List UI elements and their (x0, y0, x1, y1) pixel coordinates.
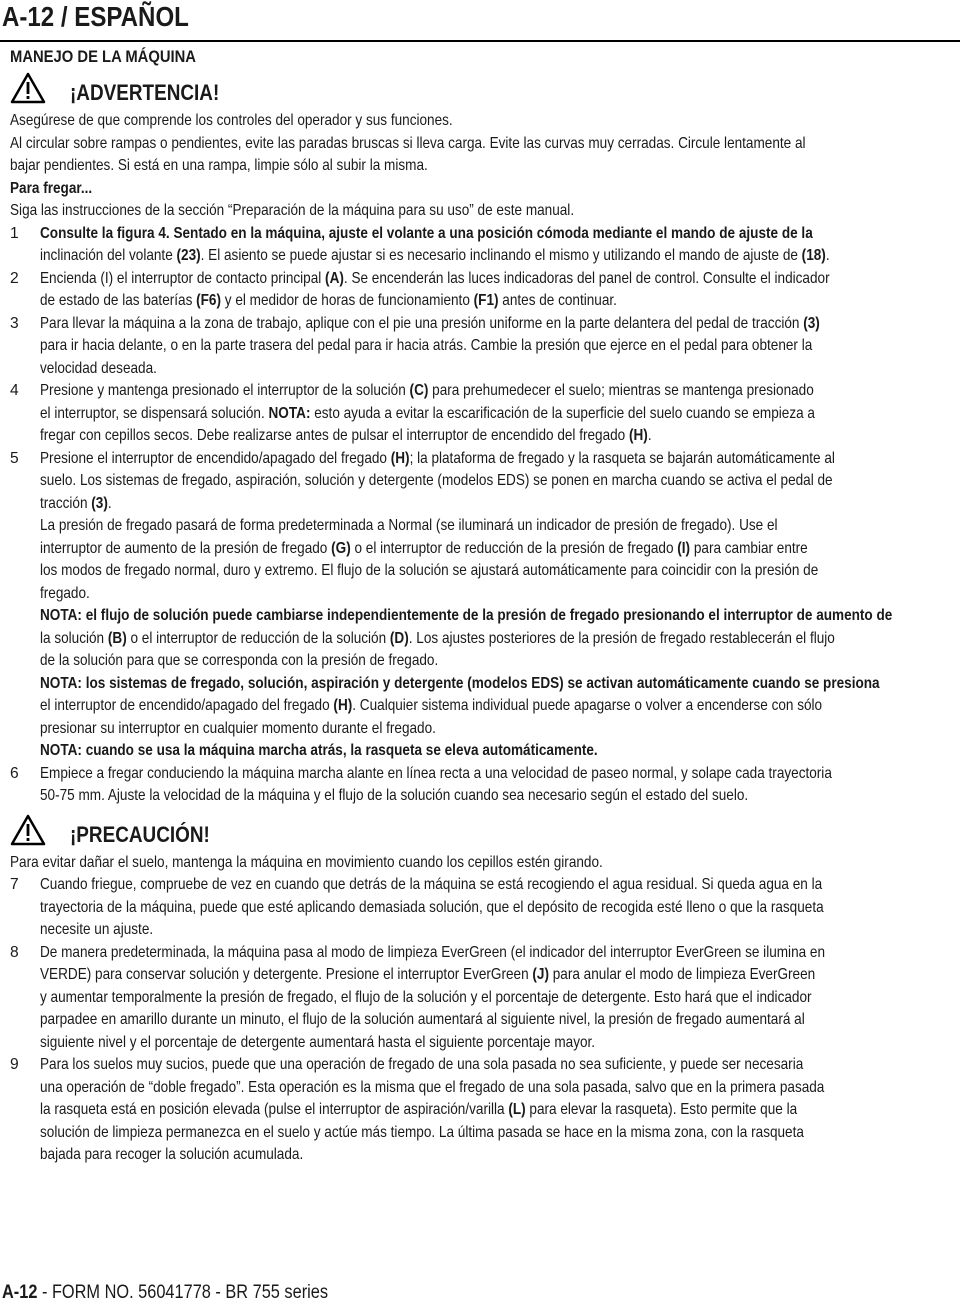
text-segment: de la solución para que se corresponda con la presión de fregado. (40, 652, 439, 669)
text-line (40, 380, 832, 403)
text-segment: fregar con cepillos secos. Debe realizarse antes de pulsar el interruptor de encendido del fregado (40, 427, 629, 444)
text-line (40, 560, 832, 583)
caution-label: ¡PRECAUCIÓN! (70, 821, 210, 847)
bold-reference: cuando se usa la máquina marcha atrás, la rasqueta se eleva automáticamente. (81, 742, 598, 759)
bold-reference: (C) (409, 382, 429, 399)
text-line (40, 718, 832, 741)
text-segment: Para los suelos muy sucios, puede que una operación de fregado de una sola pasada no sea suficiente, y puede ser necesaria (40, 1056, 804, 1073)
text-segment: para elevar la rasqueta). Esto permite que la (525, 1101, 798, 1118)
page-header (0, 0, 960, 42)
bold-reference: (A) (325, 269, 344, 287)
bold-reference: (H) (390, 449, 410, 467)
warning-text (10, 110, 950, 178)
text-segment: inclinación del volante (40, 247, 177, 264)
steps-list (10, 223, 950, 808)
text-line (40, 223, 832, 246)
text-segment: . Se encenderán las luces indicadoras del panel de control. Consulte el indicador (343, 269, 830, 287)
text-segment: interruptor de aumento de la presión de fregado (40, 539, 332, 557)
text-segment: necesite un ajuste. (40, 921, 154, 938)
text-line (40, 313, 832, 336)
text-line (40, 605, 893, 628)
text-segment: Presione el interruptor de encendido/apagado del fregado (40, 449, 391, 467)
text-line (40, 493, 832, 516)
text-line (40, 964, 832, 987)
text-line (40, 673, 880, 696)
text-segment: el interruptor, se dispensará solución. (40, 404, 269, 422)
text-line (40, 650, 832, 673)
step-number: 5 (10, 449, 19, 467)
text-segment: y aumentar temporalmente la presión de fregado, el flujo de la solución y el porcentaje de detergente. Esto hará que el indicador (40, 988, 812, 1006)
text-segment: para ir hacia delante, o en la parte trasera del pedal para ir hacia atrás. Cambie la presión que ejerce en el pedal para obtener la (40, 337, 813, 354)
text-segment: trayectoria de la máquina, puede que esté aplicando demasiada solución, que el depósito de recogida esté lleno o que la rasqueta (40, 898, 824, 916)
text-segment: el interruptor de encendido/apagado del fregado (40, 697, 334, 714)
text-line (40, 1009, 832, 1032)
bold-reference: (F6) (196, 292, 222, 309)
steps-list-continued (10, 874, 950, 1167)
caution-text: Para evitar dañar el suelo, mantenga la máquina en movimiento cuando los cepillos estén girando. (10, 853, 603, 871)
text-segment: suelo. Los sistemas de fregado, aspiración, solución y detergente (modelos EDS) se ponen en marcha cuando se activa el pedal de (40, 472, 833, 489)
step-item (10, 763, 950, 808)
warning-heading (10, 70, 950, 110)
warning-line: Asegúrese de que comprende los controles del operador y sus funciones. (10, 112, 453, 129)
step-item (10, 942, 950, 1055)
text-line (40, 897, 832, 920)
text-line (40, 425, 832, 448)
text-segment: esto ayuda a evitar la escarificación de la superficie del suelo cuando se empieza a (310, 404, 815, 422)
text-line (40, 335, 832, 358)
bold-reference: NOTA: (268, 404, 311, 422)
caution-heading (10, 812, 950, 852)
bold-reference: NOTA: (40, 607, 82, 624)
bold-reference: (G) (331, 539, 351, 557)
text-segment: bajada para recoger la solución acumulada. (40, 1146, 304, 1163)
bold-reference: (J) (532, 966, 549, 983)
bold-reference: (D) (389, 629, 409, 647)
text-segment: . Cualquier sistema individual puede apagarse o volver a encenderse con sólo (352, 697, 823, 714)
text-line (40, 763, 832, 786)
page-footer (0, 1280, 960, 1306)
bold-reference: (L) (508, 1101, 526, 1118)
text-segment: tracción (40, 494, 92, 512)
document-body (10, 44, 950, 1167)
text-line (40, 1054, 832, 1077)
bold-reference: (I) (677, 539, 691, 557)
text-segment: antes de continuar. (498, 292, 617, 309)
bold-reference: los sistemas de fregado, solución, aspiración y detergente (modelos EDS) se activan automáticamente cuando se presiona (81, 674, 880, 692)
step-item (10, 223, 950, 268)
text-line (40, 403, 832, 426)
step-number: 1 (10, 224, 19, 242)
text-segment: la solución (40, 629, 108, 647)
bold-reference: Consulte la figura 4. (40, 224, 170, 242)
bold-reference: (3) (803, 314, 820, 332)
text-segment: Empiece a fregar conduciendo la máquina marcha alante en línea recta a una velocidad de paseo normal, y solape cada trayectoria (40, 764, 832, 782)
text-segment: Cuando friegue, compruebe de vez en cuando que detrás de la máquina se está recogiendo el agua residual. Si queda agua en la (40, 876, 823, 893)
text-segment: . Los ajustes posteriores de la presión de fregado restablecerán el flujo (408, 629, 835, 647)
text-segment: y el medidor de horas de funcionamiento (221, 292, 474, 309)
text-line (40, 1077, 832, 1100)
step-item (10, 448, 950, 763)
bold-reference: (3) (91, 494, 108, 512)
text-segment: Presione y mantenga presionado el interruptor de la solución (40, 382, 410, 399)
footer-form-number: - FORM NO. 56041778 - BR 755 series (37, 1282, 329, 1303)
warning-triangle-icon (10, 814, 46, 846)
text-segment: ; la plataforma de fregado y la rasqueta se bajarán automáticamente al (409, 449, 835, 467)
warning-line: bajar pendientes. Si está en una rampa, limpie sólo al subir la misma. (10, 157, 428, 174)
step-item (10, 380, 950, 448)
text-segment: De manera predeterminada, la máquina pasa al modo de limpieza EverGreen (el indicador del interruptor EverGreen se ilumina en (40, 943, 826, 961)
step-item (10, 874, 950, 942)
text-line (40, 245, 832, 268)
text-line (40, 987, 832, 1010)
bold-reference: Sentado en la máquina, ajuste el volante a una posición cómoda mediante el mando de ajuste de la (169, 224, 813, 242)
section-title: MANEJO DE LA MÁQUINA (10, 47, 196, 66)
footer-text (2, 1282, 328, 1304)
text-segment: Encienda (I) el interruptor de contacto principal (40, 269, 326, 287)
bold-reference: (23) (176, 247, 201, 264)
bold-reference: NOTA: (40, 742, 82, 759)
page-title: A-12 / ESPAÑOL (2, 1, 189, 32)
text-segment: velocidad deseada. (40, 359, 157, 377)
text-segment: fregado. (40, 584, 90, 602)
text-line (40, 1122, 832, 1145)
text-segment: . El asiento se puede ajustar si es necesario inclinando el mismo y utilizando el mando de ajuste de (200, 247, 802, 264)
bold-reference: NOTA: (40, 674, 82, 692)
text-segment: Para llevar la máquina a la zona de trabajo, aplique con el pie una presión uniforme en la parte delantera del pedal de tracción (40, 314, 804, 332)
warning-label: ¡ADVERTENCIA! (70, 80, 220, 105)
bold-reference: (H) (628, 427, 648, 444)
text-segment: . (107, 494, 112, 512)
step-item (10, 313, 950, 381)
bold-reference: (B) (107, 629, 127, 647)
text-line (40, 538, 832, 561)
text-segment: presionar su interruptor en cualquier momento durante el fregado. (40, 719, 436, 737)
text-segment: VERDE) para conservar solución y detergente. Presione el interruptor EverGreen (40, 966, 533, 983)
step-number: 7 (10, 876, 19, 893)
text-line (40, 290, 832, 313)
text-segment: siguiente nivel y el porcentaje de detergente aumentará hasta el siguiente porcentaje mayor. (40, 1033, 596, 1051)
bold-reference: (H) (333, 697, 353, 714)
text-line (40, 448, 835, 471)
text-line (40, 942, 832, 965)
text-line (40, 470, 832, 493)
bold-reference: (F1) (473, 292, 499, 309)
step-number: 8 (10, 943, 19, 961)
text-segment: de estado de las baterías (40, 292, 197, 309)
step-item (10, 1054, 950, 1167)
text-line (40, 1032, 832, 1055)
text-segment: . (825, 247, 830, 264)
text-segment: para prehumedecer el suelo; mientras se mantenga presionado (428, 382, 814, 399)
text-line (40, 358, 832, 381)
step-number: 4 (10, 382, 19, 399)
step-number: 2 (10, 269, 19, 287)
text-line (40, 740, 832, 763)
text-line (40, 695, 832, 718)
step-item (10, 268, 950, 313)
text-segment: 50-75 mm. Ajuste la velocidad de la máquina y el flujo de la solución cuando sea necesario según el estado del suelo. (40, 787, 749, 804)
text-segment: parpadee en amarillo durante un minuto, el flujo de la solución aumentará al siguiente nivel, la presión de fregado aumentará al (40, 1011, 805, 1028)
text-line (40, 1144, 832, 1167)
text-line (40, 785, 832, 808)
text-segment: para cambiar entre (690, 539, 808, 557)
text-line (40, 515, 832, 538)
text-segment: solución de limpieza permanezca en el suelo y actúe más tiempo. La última pasada se hace en la misma zona, con la rasqueta (40, 1123, 804, 1141)
text-segment: La presión de fregado pasará de forma predeterminada a Normal (se iluminará un indicador de presión de fregado). Use el (40, 517, 778, 534)
step-number: 3 (10, 314, 19, 332)
text-line (40, 628, 835, 651)
text-line (40, 1099, 832, 1122)
para-fregar-intro: Siga las instrucciones de la sección “Preparación de la máquina para su uso” de este manual. (10, 202, 575, 219)
text-segment: o el interruptor de reducción de la presión de fregado (350, 539, 678, 557)
bold-reference: el flujo de solución puede cambiarse independientemente de la presión de fregado presionando el interruptor de aumento de (81, 607, 893, 624)
text-line (40, 268, 832, 291)
warning-line: Al circular sobre rampas o pendientes, evite las paradas bruscas si lleva carga. Evite las curvas muy cerradas. Circule lentamente al (10, 134, 806, 152)
text-line (40, 583, 832, 606)
text-segment: . (647, 427, 652, 444)
text-segment: para anular el modo de limpieza EverGreen (548, 966, 816, 983)
text-segment: o el interruptor de reducción de la solución (126, 629, 390, 647)
step-number: 9 (10, 1056, 19, 1073)
text-line (40, 874, 832, 897)
text-line (40, 919, 832, 942)
step-number: 6 (10, 764, 19, 782)
warning-triangle-icon (10, 72, 46, 104)
text-segment: la rasqueta está en posición elevada (pulse el interruptor de aspiración/varilla (40, 1101, 509, 1118)
text-segment: los modos de fregado normal, duro y extremo. El flujo de la solución se ajustará automáticamente para coincidir con la presión de (40, 562, 819, 579)
footer-page-number: A-12 (2, 1282, 38, 1303)
text-segment: una operación de “doble fregado”. Esta operación es la misma que el fregado de una sola pasada, salvo que en la primera pasada (40, 1078, 825, 1096)
para-fregar-title: Para fregar... (10, 179, 93, 197)
bold-reference: (18) (801, 247, 826, 264)
